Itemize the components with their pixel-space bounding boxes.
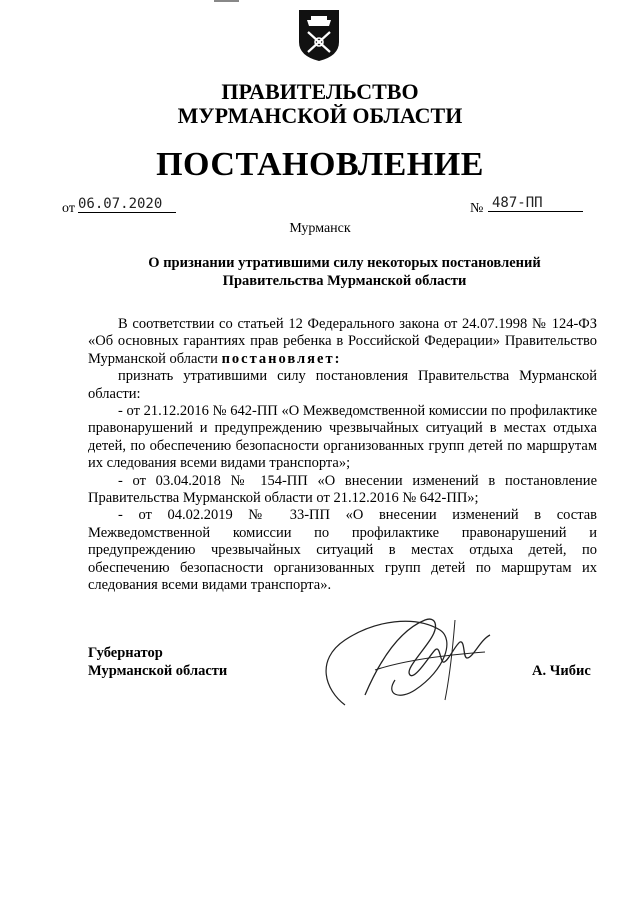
decree-paragraph: признать утратившими силу постановления Правительства Мурманской области:	[88, 368, 597, 402]
document-body	[88, 316, 597, 595]
preamble-text: В соответствии со статьей 12 Федерального закона от 24.07.1998 № 124-ФЗ «Об основных гарантиях прав ребенка в Российской Федерации» Правительство Мурманской области	[88, 316, 597, 367]
org-name-line1: ПРАВИТЕЛЬСТВО	[221, 79, 419, 104]
title-line1: О признании утратившими силу некоторых постановлений	[148, 255, 541, 271]
repealed-item-1: - от 21.12.2016 № 642-ПП «О Межведомственной комиссии по профилактике правонарушений и предупреждению чрезвычайных ситуаций в местах отдыха детей, по обеспечению безопасности организованных групп детей по маршрутам их следования всеми видами транспорта»;	[88, 403, 597, 472]
city: Мурманск	[289, 221, 351, 236]
coat-of-arms-emblem	[297, 8, 341, 62]
document-number: 487-ПП	[488, 195, 583, 212]
document-type: ПОСТАНОВЛЕНИЕ	[156, 146, 484, 183]
signer-name: А. Чибис	[532, 663, 591, 679]
preamble-paragraph	[88, 316, 597, 368]
document-date: 06.07.2020	[78, 196, 176, 213]
title-line2: Правительства Мурманской области	[222, 273, 467, 289]
signer-position-line2: Мурманской области	[88, 663, 228, 679]
scan-mark	[214, 0, 239, 2]
handwritten-signature	[305, 600, 505, 715]
resolves-keyword: постановляет:	[221, 350, 342, 367]
number-prefix: №	[470, 201, 484, 216]
document-title	[88, 254, 601, 290]
signer-position-line1: Губернатор	[88, 645, 163, 661]
repealed-item-3: - от 04.02.2019 № 33-ПП «О внесении изменений в состав Межведомственной комиссии по профилактике правонарушений и предупреждению чрезвычайных ситуаций в местах отдыха детей, по обеспечению безопасности организованных групп детей по маршрутам их следования всеми видами транспорта».	[88, 507, 597, 594]
repealed-item-2: - от 03.04.2018 № 154-ПП «О внесении изменений в постановление Правительства Мурманской области от 21.12.2016 № 642-ПП»;	[88, 472, 597, 507]
org-name-line2: МУРМАНСКОЙ ОБЛАСТИ	[177, 103, 463, 128]
date-prefix: от	[62, 201, 75, 216]
